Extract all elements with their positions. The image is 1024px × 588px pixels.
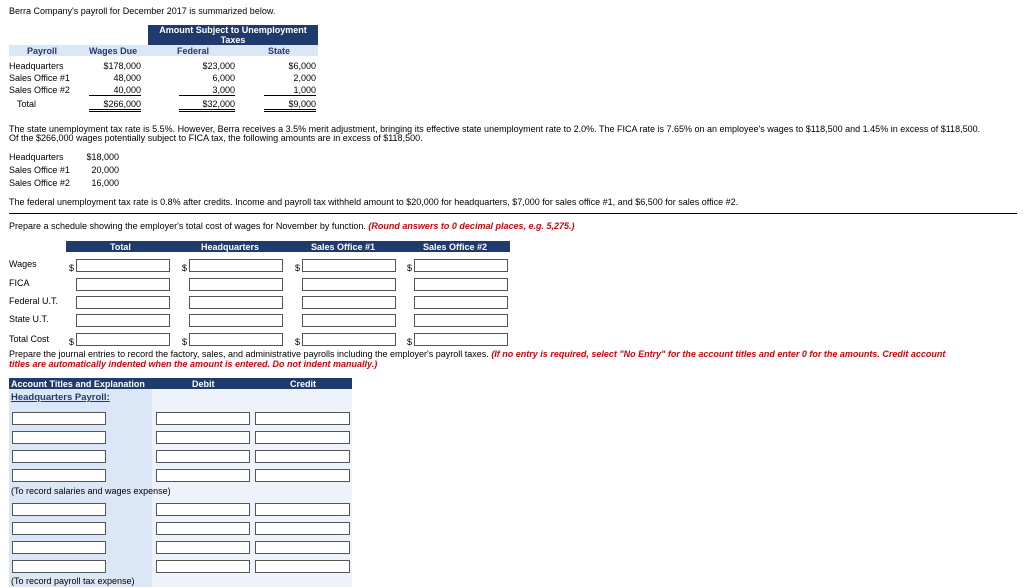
journal-account-input[interactable]	[12, 431, 106, 444]
row-label-state-ut: State U.T.	[9, 314, 49, 324]
dollar-sign: $	[407, 263, 413, 273]
journal-credit-input[interactable]	[255, 431, 350, 444]
journal-debit-input[interactable]	[156, 450, 250, 463]
federal-ut-headquarters-input[interactable]	[189, 296, 283, 309]
federal-ut-sales2-input[interactable]	[414, 296, 508, 309]
journal-instruction-text: Prepare the journal entries to record the factory, sales, and administrative payrolls including the employer's payroll taxes.	[9, 349, 489, 359]
dollar-sign: $	[295, 263, 301, 273]
journal-debit-input[interactable]	[156, 522, 250, 535]
journal-account-input[interactable]	[12, 469, 106, 482]
wages-sales2-input[interactable]	[414, 259, 508, 272]
journal-credit-input[interactable]	[255, 522, 350, 535]
schedule-rounding-note: (Round answers to 0 decimal places, e.g. 5,275.)	[368, 221, 575, 231]
fica-sales1-input[interactable]	[302, 278, 396, 291]
summary-row-federal: 6,000	[212, 73, 235, 83]
dollar-sign: $	[69, 337, 75, 347]
excess-value: 16,000	[91, 178, 119, 188]
state-ut-headquarters-input[interactable]	[189, 314, 283, 327]
journal-debit-input[interactable]	[156, 469, 250, 482]
summary-row-wages: $178,000	[103, 61, 141, 71]
summary-group-header	[148, 25, 318, 45]
excess-label: Headquarters	[9, 152, 64, 162]
wages-sales1-input[interactable]	[302, 259, 396, 272]
summary-row-wages: 40,000	[89, 85, 141, 96]
summary-row-federal: $23,000	[202, 61, 235, 71]
summary-total-state: $9,000	[264, 99, 316, 112]
journal-account-input[interactable]	[12, 560, 106, 573]
summary-group-header-line2: Taxes	[220, 35, 246, 45]
total-cost-total-input[interactable]	[76, 333, 170, 346]
schedule-col-total: Total	[110, 242, 131, 252]
summary-row-state: 2,000	[293, 73, 316, 83]
summary-group-header-line1: Amount Subject to Unemployment	[159, 25, 307, 35]
journal-instruction	[9, 349, 945, 359]
total-cost-headquarters-input[interactable]	[189, 333, 283, 346]
journal-account-input[interactable]	[12, 450, 106, 463]
journal-account-input[interactable]	[12, 412, 106, 425]
dollar-sign: $	[69, 263, 75, 273]
col-payroll: Payroll	[27, 46, 58, 56]
fica-excess-text: Of the $266,000 wages potentially subject to FICA tax, the following amounts are in excess of $118,500.	[9, 133, 423, 143]
wages-total-input[interactable]	[76, 259, 170, 272]
row-label-federal-ut: Federal U.T.	[9, 296, 59, 306]
col-federal: Federal	[177, 46, 210, 56]
summary-total-wages: $266,000	[89, 99, 141, 112]
summary-row-label: Headquarters	[9, 61, 64, 71]
federal-ut-sales1-input[interactable]	[302, 296, 396, 309]
journal-credit-input[interactable]	[255, 503, 350, 516]
journal-account-column	[9, 378, 152, 587]
summary-total-federal: $32,000	[179, 99, 235, 112]
excess-value: 20,000	[91, 165, 119, 175]
total-cost-sales2-input[interactable]	[414, 333, 508, 346]
dollar-sign: $	[182, 337, 188, 347]
journal-credit-input[interactable]	[255, 469, 350, 482]
journal-credit-input[interactable]	[255, 412, 350, 425]
journal-debit-input[interactable]	[156, 541, 250, 554]
journal-header	[9, 378, 352, 389]
journal-note-a: (If no entry is required, select "No Entry" for the account titles and enter 0 for the amounts. Credit account	[491, 349, 946, 359]
summary-row-wages: 48,000	[113, 73, 141, 83]
journal-debit-input[interactable]	[156, 560, 250, 573]
journal-section-headquarters: Headquarters Payroll:	[11, 392, 110, 403]
state-ut-sales1-input[interactable]	[302, 314, 396, 327]
summary-row-state: $6,000	[288, 61, 316, 71]
journal-debit-input[interactable]	[156, 503, 250, 516]
excess-value: $18,000	[86, 152, 119, 162]
summary-header-row	[9, 45, 318, 56]
row-label-wages: Wages	[9, 259, 37, 269]
journal-account-input[interactable]	[12, 503, 106, 516]
journal-note-b: titles are automatically indented when the amount is entered. Do not indent manually.)	[9, 359, 378, 369]
journal-credit-input[interactable]	[255, 560, 350, 573]
federal-ut-total-input[interactable]	[76, 296, 170, 309]
journal-credit-input[interactable]	[255, 541, 350, 554]
state-rate-text: The state unemployment tax rate is 5.5%. However, Berra receives a 3.5% merit adjustment, bringing its effective state unemployment rate to 2.0%. The FICA rate is 7.65% on an employee's wages to $118,500 and 1.45% in excess of $118,500.	[9, 124, 981, 134]
schedule-instruction	[9, 221, 575, 231]
schedule-instruction-text: Prepare a schedule showing the employer's total cost of wages for November by function.	[9, 221, 366, 231]
journal-note-salaries: (To record salaries and wages expense)	[11, 486, 171, 496]
summary-total-label: Total	[17, 99, 37, 109]
excess-label: Sales Office #2	[9, 178, 70, 188]
dollar-sign: $	[182, 263, 188, 273]
federal-rate-text: The federal unemployment tax rate is 0.8% after credits. Income and payroll tax withheld amount to $20,000 for headquarters, $7,000 for sales office #1, and $6,500 for sales office #2.	[9, 197, 739, 207]
total-cost-sales1-input[interactable]	[302, 333, 396, 346]
col-state: State	[268, 46, 291, 56]
state-ut-total-input[interactable]	[76, 314, 170, 327]
schedule-header	[66, 241, 510, 252]
summary-row-label: Sales Office #1	[9, 73, 70, 83]
journal-account-input[interactable]	[12, 522, 106, 535]
state-ut-sales2-input[interactable]	[414, 314, 508, 327]
col-wages-due: Wages Due	[89, 46, 138, 56]
schedule-col-headquarters: Headquarters	[201, 242, 260, 252]
divider	[9, 213, 1017, 214]
row-label-fica: FICA	[9, 278, 30, 288]
journal-credit-input[interactable]	[255, 450, 350, 463]
schedule-col-sales1: Sales Office #1	[311, 242, 376, 252]
journal-col-debit: Debit	[192, 379, 215, 389]
dollar-sign: $	[407, 337, 413, 347]
summary-row-label: Sales Office #2	[9, 85, 70, 95]
intro-text: Berra Company's payroll for December 2017 is summarized below.	[9, 6, 276, 16]
journal-note-payroll-tax: (To record payroll tax expense)	[11, 576, 135, 586]
excess-label: Sales Office #1	[9, 165, 70, 175]
wages-headquarters-input[interactable]	[189, 259, 283, 272]
row-label-total-cost: Total Cost	[9, 334, 50, 344]
journal-col-account: Account Titles and Explanation	[11, 379, 145, 389]
summary-row-federal: 3,000	[179, 85, 235, 96]
journal-debit-input[interactable]	[156, 431, 250, 444]
dollar-sign: $	[295, 337, 301, 347]
fica-sales2-input[interactable]	[414, 278, 508, 291]
journal-debit-input[interactable]	[156, 412, 250, 425]
summary-row-state: 1,000	[264, 85, 316, 96]
fica-total-input[interactable]	[76, 278, 170, 291]
fica-headquarters-input[interactable]	[189, 278, 283, 291]
schedule-col-sales2: Sales Office #2	[423, 242, 488, 252]
journal-account-input[interactable]	[12, 541, 106, 554]
journal-col-credit: Credit	[290, 379, 317, 389]
